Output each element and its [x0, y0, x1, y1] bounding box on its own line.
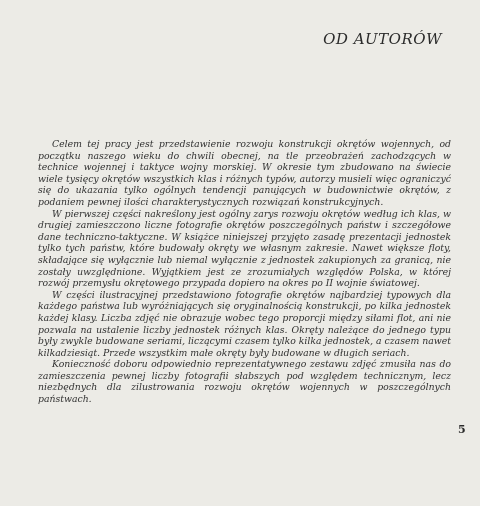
page-heading: OD AUTORÓW: [323, 30, 442, 48]
paragraph: W części ilustracyjnej przedstawiono fotografie okrętów najbardziej typowych dla każdego państwa lub wyróżniających się oryginalnością konstrukcji, po kilka jednostek każdej klasy. Liczba zdjęć nie obrazuje wobec tego proporcji między siłami flot, ani nie pozwala na ustalenie liczby jednostek różnych klas. Okręty należące do jednego typu były zwykle budowane seriami, liczącymi czasem tylko kilka jednostek, a czasem nawet kilkadziesiąt. Przede wszystkim małe okręty były budowane w długich seriach.: [38, 289, 451, 359]
preface-text: [38, 139, 451, 406]
page-number: 5: [458, 423, 466, 436]
paragraph: Konieczność doboru odpowiednio reprezentatywnego zestawu zdjęć zmusiła nas do zamieszczenia pewnej liczby fotografii słabszych pod względem technicznym, lecz niezbędnych dla zilustrowania rozwoju okrętów wojennych w poszczególnych państwach.: [38, 359, 451, 406]
paragraph: W pierwszej części nakreślony jest ogólny zarys rozwoju okrętów według ich klas, w drugiej zamieszczono liczne fotografie okrętów poszczególnych państw i szczegółowe dane techniczno-taktyczne. W książce niniejszej przyjęto zasadę prezentacji jednostek tylko tych państw, które budowały okręty we własnym zakresie. Nawet większe floty, składające się wyłącznie lub niemal wyłącznie z jednostek zakupionych za granicą, nie zostały uwzględnione. Wyjątkiem jest ze zrozumiałych względów Polska, w której rozwój przemysłu okrętowego przypada dopiero na okres po II wojnie światowej.: [38, 208, 451, 290]
paragraph: Celem tej pracy jest przedstawienie rozwoju konstrukcji okrętów wojennych, od początku naszego wieku do chwili obecnej, na tle przeobrażeń zachodzących w technice wojennej i taktyce wojny morskiej. W okresie tym zbudowano na świecie wiele tysięcy okrętów wszystkich klas i różnych typów, autorzy musieli więc ograniczyć się do ukazania tylko ogólnych tendencji panujących w budownictwie okrętów, z podaniem pewnej ilości charakterystycznych rozwiązań konstrukcyjnych.: [38, 139, 451, 208]
